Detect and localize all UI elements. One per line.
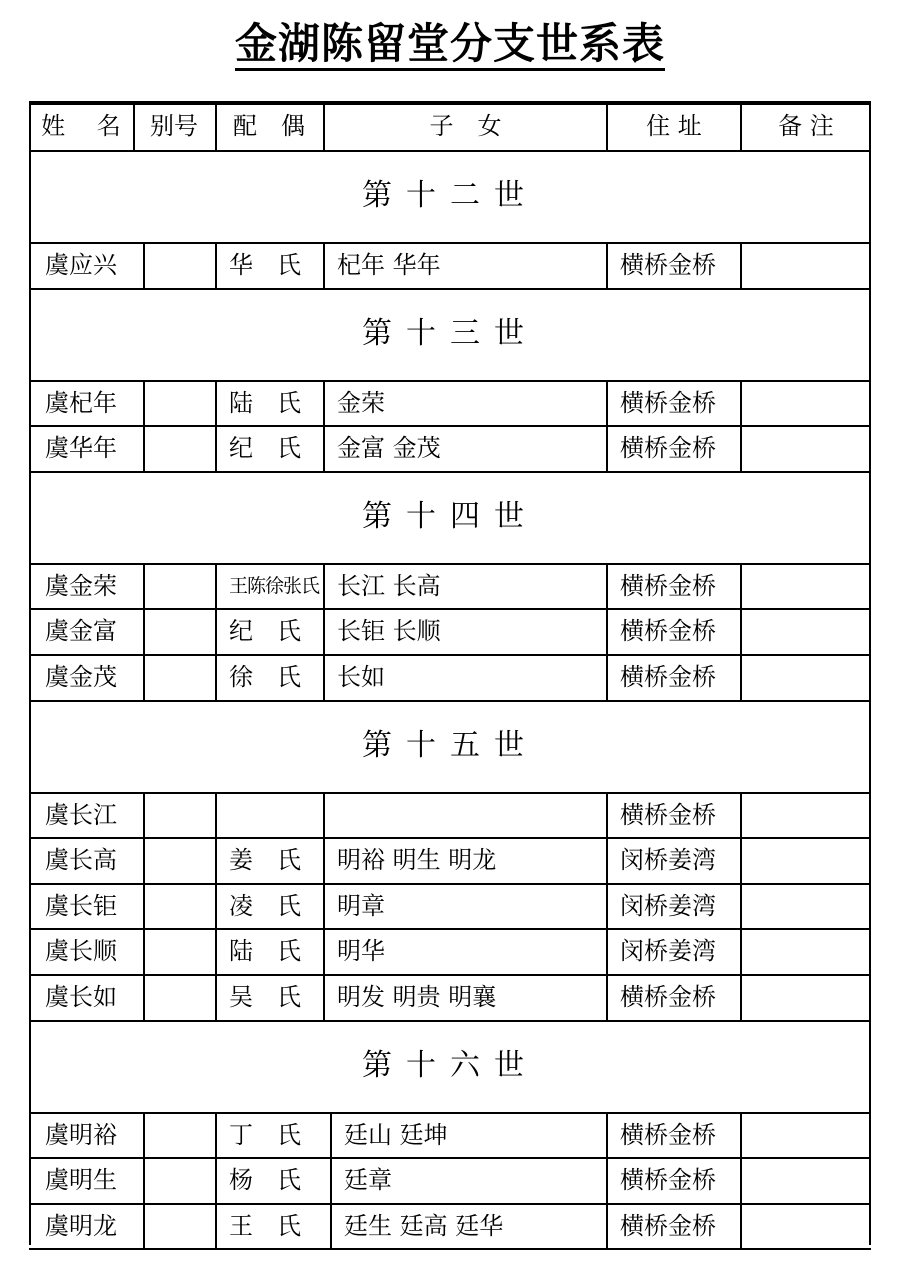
column-divider bbox=[323, 563, 325, 700]
column-divider bbox=[740, 380, 742, 471]
children-names: 长江 长高 bbox=[337, 571, 441, 600]
children-names: 金荣 bbox=[337, 388, 385, 417]
column-divider bbox=[606, 792, 608, 1020]
generation-title: 第十五世 bbox=[362, 727, 538, 763]
column-divider bbox=[215, 380, 217, 471]
person-name: 虞长高 bbox=[45, 846, 117, 875]
generation-title: 第十二世 bbox=[362, 178, 538, 213]
person-name: 虞金茂 bbox=[45, 663, 117, 691]
address: 横桥金桥 bbox=[620, 663, 716, 691]
column-divider bbox=[133, 101, 135, 150]
column-divider bbox=[215, 101, 217, 150]
address: 横桥金桥 bbox=[620, 617, 716, 646]
column-divider bbox=[323, 101, 325, 150]
header-address: 住 址 bbox=[646, 112, 702, 140]
address: 横桥金桥 bbox=[620, 251, 716, 279]
column-divider bbox=[143, 1112, 145, 1248]
spouse-name: 吴 氏 bbox=[229, 983, 301, 1011]
header-remark: 备 注 bbox=[778, 112, 834, 140]
address: 闵桥姜湾 bbox=[620, 937, 716, 966]
address: 闵桥姜湾 bbox=[620, 846, 716, 875]
column-divider bbox=[606, 380, 608, 471]
page-title-text: 金湖陈留堂分支世系表 bbox=[235, 19, 665, 71]
column-divider bbox=[143, 242, 145, 288]
person-name: 虞杞年 bbox=[45, 388, 117, 417]
column-divider bbox=[215, 242, 217, 288]
spouse-name: 王 氏 bbox=[229, 1211, 301, 1240]
address: 横桥金桥 bbox=[620, 1211, 716, 1240]
column-divider bbox=[143, 792, 145, 1020]
address: 横桥金桥 bbox=[620, 571, 716, 600]
column-divider bbox=[323, 792, 325, 1020]
person-name: 虞华年 bbox=[45, 434, 117, 463]
spouse-name: 纪 氏 bbox=[229, 617, 301, 646]
column-divider bbox=[606, 242, 608, 288]
children-names: 明章 bbox=[337, 891, 385, 920]
children-names bbox=[337, 793, 607, 837]
spouse-name: 纪 氏 bbox=[229, 434, 301, 463]
address: 横桥金桥 bbox=[620, 983, 716, 1011]
person-name: 虞明生 bbox=[45, 1166, 117, 1195]
spouse-name: 丁 氏 bbox=[229, 1120, 301, 1149]
address: 横桥金桥 bbox=[620, 388, 716, 417]
header-children: 子 女 bbox=[429, 112, 502, 140]
column-divider bbox=[606, 101, 608, 150]
table-top-border bbox=[29, 101, 871, 105]
children-names: 廷山 廷坤 bbox=[344, 1120, 448, 1149]
header-alias: 别号 bbox=[150, 112, 198, 140]
person-name: 虞金荣 bbox=[45, 571, 117, 600]
column-divider bbox=[740, 242, 742, 288]
children-names: 金富 金茂 bbox=[337, 434, 441, 463]
person-name: 虞长江 bbox=[45, 800, 117, 829]
person-name: 虞长钜 bbox=[45, 891, 117, 920]
children-names: 廷生 廷高 廷华 bbox=[344, 1211, 504, 1240]
column-divider bbox=[330, 1112, 332, 1248]
column-divider bbox=[323, 380, 325, 471]
column-divider bbox=[606, 563, 608, 700]
header-name: 姓 名 bbox=[41, 112, 121, 140]
person-name: 虞明裕 bbox=[45, 1120, 117, 1149]
children-names: 明发 明贵 明襄 bbox=[337, 983, 497, 1011]
person-name: 虞应兴 bbox=[45, 251, 117, 279]
column-divider bbox=[740, 1112, 742, 1248]
children-names: 长钜 长顺 bbox=[337, 617, 441, 646]
address: 横桥金桥 bbox=[620, 1120, 716, 1149]
column-divider bbox=[606, 1112, 608, 1248]
person-name: 虞明龙 bbox=[45, 1211, 117, 1240]
spouse-name: 陆 氏 bbox=[229, 937, 301, 966]
column-divider bbox=[143, 380, 145, 471]
address: 横桥金桥 bbox=[620, 434, 716, 463]
page-title bbox=[0, 14, 900, 74]
children-names: 明裕 明生 明龙 bbox=[337, 846, 497, 875]
person-name: 虞长顺 bbox=[45, 937, 117, 966]
spouse-name: 姜 氏 bbox=[229, 846, 301, 875]
spouse-name: 陆 氏 bbox=[229, 388, 301, 417]
generation-title: 第十三世 bbox=[362, 315, 538, 351]
column-divider bbox=[740, 563, 742, 700]
spouse-name: 凌 氏 bbox=[229, 891, 301, 920]
address: 横桥金桥 bbox=[620, 800, 716, 829]
children-names: 杞年 华年 bbox=[337, 251, 441, 279]
spouse-name bbox=[229, 793, 321, 837]
column-divider bbox=[740, 792, 742, 1020]
header-spouse: 配 偶 bbox=[233, 112, 305, 140]
children-names: 明华 bbox=[337, 937, 385, 966]
column-divider bbox=[323, 242, 325, 288]
children-names: 廷章 bbox=[344, 1166, 392, 1195]
row-divider bbox=[29, 1248, 871, 1250]
column-divider bbox=[215, 563, 217, 700]
column-divider bbox=[215, 1112, 217, 1248]
genealogy-table bbox=[29, 101, 871, 1245]
person-name: 虞长如 bbox=[45, 983, 117, 1011]
spouse-name: 杨 氏 bbox=[229, 1166, 301, 1195]
column-divider bbox=[740, 101, 742, 150]
spouse-name: 徐 氏 bbox=[229, 663, 301, 691]
children-names: 长如 bbox=[337, 663, 385, 691]
column-divider bbox=[143, 563, 145, 700]
address: 闵桥姜湾 bbox=[620, 891, 716, 920]
generation-title: 第十四世 bbox=[362, 498, 538, 534]
generation-title: 第十六世 bbox=[362, 1047, 538, 1083]
spouse-name: 华 氏 bbox=[229, 251, 301, 279]
spouse-name: 王陈徐张氏 bbox=[229, 574, 320, 597]
column-divider bbox=[215, 792, 217, 1020]
person-name: 虞金富 bbox=[45, 617, 117, 646]
address: 横桥金桥 bbox=[620, 1166, 716, 1195]
